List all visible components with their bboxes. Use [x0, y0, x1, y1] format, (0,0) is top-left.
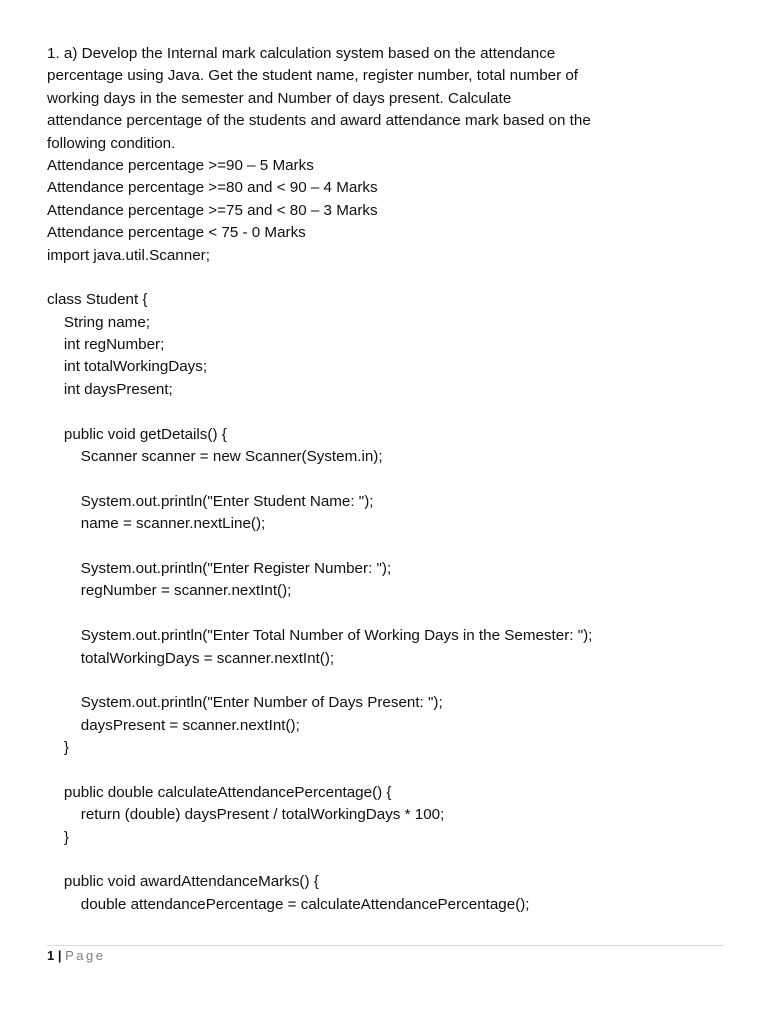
footer-divider — [47, 945, 724, 946]
code-line: public void getDetails() { — [47, 425, 227, 443]
code-line: int daysPresent; — [47, 380, 173, 398]
condition-line: Attendance percentage >=75 and < 80 – 3 Marks — [47, 201, 378, 219]
blank-line — [47, 536, 727, 558]
blank-line — [47, 267, 727, 289]
code-line: public double calculateAttendancePercentage() { — [47, 783, 392, 801]
condition-line: Attendance percentage >=80 and < 90 – 4 Marks — [47, 179, 378, 197]
code-line: regNumber = scanner.nextInt(); — [47, 582, 292, 600]
code-line: System.out.println("Enter Number of Days Present: "); — [47, 694, 443, 712]
code-line: public void awardAttendanceMarks() { — [47, 873, 319, 891]
condition-line: Attendance percentage >=90 – 5 Marks — [47, 156, 314, 174]
question-line: percentage using Java. Get the student name, register number, total number of — [47, 67, 579, 85]
question-line: 1. a) Develop the Internal mark calculation system based on the attendance — [47, 45, 556, 62]
page-footer — [47, 948, 106, 964]
code-line: String name; — [47, 313, 150, 331]
code-line: System.out.println("Enter Total Number of Working Days in the Semester: "); — [47, 627, 593, 645]
blank-line — [47, 760, 727, 782]
code-line: import java.util.Scanner; — [47, 246, 210, 264]
blank-line — [47, 670, 727, 692]
code-line: } — [47, 828, 69, 846]
code-line: int totalWorkingDays; — [47, 358, 208, 376]
code-line: } — [47, 739, 69, 757]
code-line: totalWorkingDays = scanner.nextInt(); — [47, 649, 335, 667]
code-line: double attendancePercentage = calculateAttendancePercentage(); — [47, 895, 530, 913]
question-line: following condition. — [47, 134, 176, 152]
code-line: System.out.println("Enter Register Number: "); — [47, 559, 392, 577]
code-line: daysPresent = scanner.nextInt(); — [47, 716, 300, 734]
code-line: int regNumber; — [47, 336, 165, 354]
page-number: 1 — [47, 948, 55, 963]
page-label: Page — [65, 948, 106, 963]
question-line: attendance percentage of the students and award attendance mark based on the — [47, 112, 591, 130]
blank-line — [47, 849, 727, 871]
blank-line — [47, 468, 727, 490]
code-line: class Student { — [47, 291, 148, 309]
page-separator: | — [57, 948, 62, 963]
blank-line — [47, 603, 727, 625]
document-body — [47, 43, 727, 916]
question-line: working days in the semester and Number of days present. Calculate — [47, 89, 512, 107]
blank-line — [47, 401, 727, 423]
condition-line: Attendance percentage < 75 - 0 Marks — [47, 224, 306, 242]
code-line: name = scanner.nextLine(); — [47, 515, 266, 533]
code-line: System.out.println("Enter Student Name: "); — [47, 492, 374, 510]
code-line: Scanner scanner = new Scanner(System.in); — [47, 448, 383, 466]
code-line: return (double) daysPresent / totalWorkingDays * 100; — [47, 806, 445, 824]
